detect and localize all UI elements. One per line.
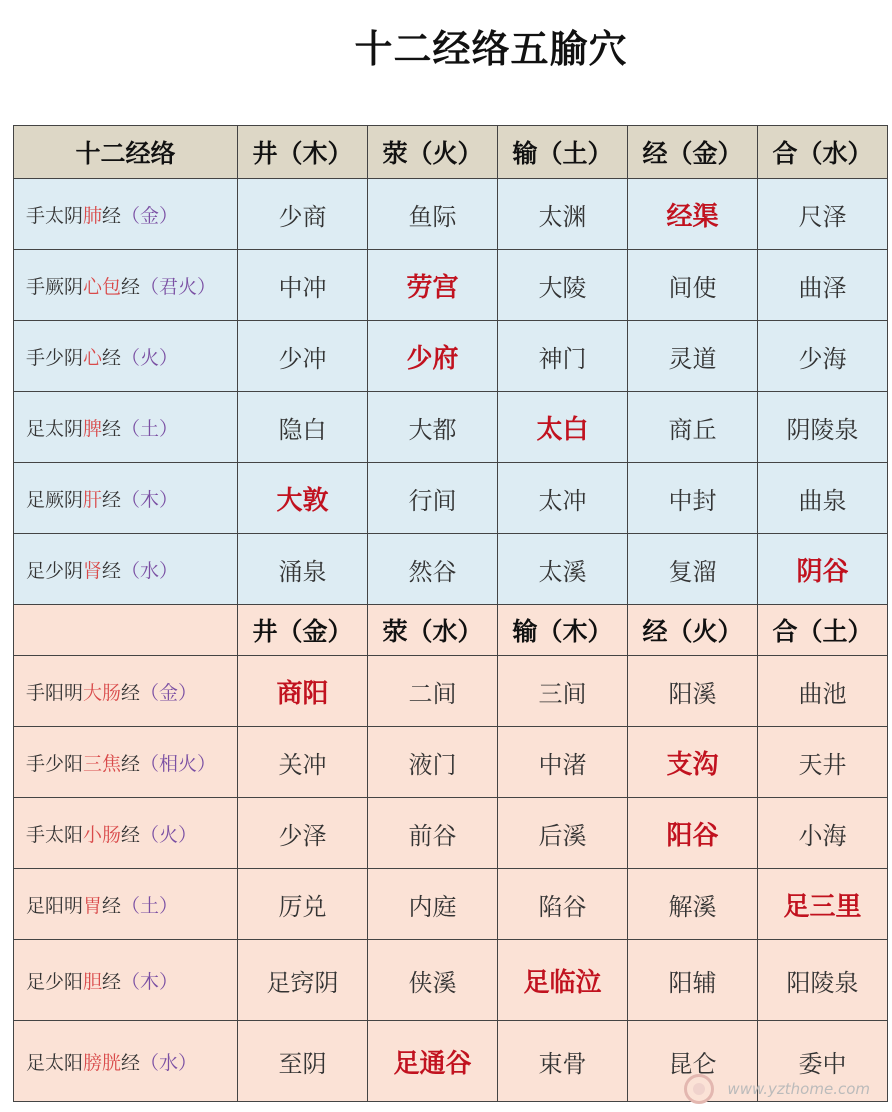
acupoint-cell: 陷谷	[498, 869, 628, 940]
acupoint-cell: 间使	[628, 250, 758, 321]
header-cell	[14, 605, 238, 656]
acupoint-cell: 阳谷	[628, 798, 758, 869]
header-cell: 十二经络	[14, 126, 238, 179]
acupoint-cell: 劳宫	[368, 250, 498, 321]
acupoint-cell: 少府	[368, 321, 498, 392]
header-cell: 合（水）	[758, 126, 888, 179]
meridian-prefix: 手少阴	[26, 346, 84, 369]
meridian-element: （君火）	[140, 275, 217, 298]
meridian-element: （土）	[121, 894, 179, 917]
acupoint-cell: 少海	[758, 321, 888, 392]
meridian-name	[14, 392, 238, 463]
acupoint-cell: 少冲	[238, 321, 368, 392]
meridian-name	[14, 727, 238, 798]
acupoint-cell: 中渚	[498, 727, 628, 798]
header-cell: 输（木）	[498, 605, 628, 656]
header-cell: 荥（水）	[368, 605, 498, 656]
meridian-name	[14, 534, 238, 605]
meridian-prefix: 手厥阴	[26, 275, 84, 298]
meridian-organ: 心包	[83, 275, 122, 298]
meridian-organ: 膀胱	[83, 1051, 122, 1074]
acupoint-cell: 支沟	[628, 727, 758, 798]
table-row	[14, 321, 888, 392]
acupoint-cell: 大敦	[238, 463, 368, 534]
acupoint-cell: 前谷	[368, 798, 498, 869]
meridian-prefix: 手太阴	[26, 204, 84, 227]
meridian-suffix: 经	[121, 681, 141, 704]
meridian-element: （水）	[140, 1051, 198, 1074]
meridian-organ: 胆	[83, 970, 103, 993]
meridian-suffix: 经	[121, 1051, 141, 1074]
meridian-prefix: 手阳明	[26, 681, 84, 704]
meridian-suffix: 经	[102, 417, 122, 440]
meridian-element: （木）	[121, 970, 179, 993]
acupoint-cell: 中冲	[238, 250, 368, 321]
meridian-prefix: 足阳明	[26, 894, 84, 917]
acupoint-cell: 解溪	[628, 869, 758, 940]
acupoint-cell: 大都	[368, 392, 498, 463]
acupoint-cell: 商阳	[238, 656, 368, 727]
watermark-logo-icon	[684, 1074, 714, 1104]
acupoint-cell: 太溪	[498, 534, 628, 605]
table-row	[14, 463, 888, 534]
meridian-suffix: 经	[102, 204, 122, 227]
acupoint-cell: 侠溪	[368, 940, 498, 1021]
meridian-organ: 小肠	[83, 823, 122, 846]
acupoint-cell: 足三里	[758, 869, 888, 940]
meridian-prefix: 足厥阴	[26, 488, 84, 511]
meridian-suffix: 经	[102, 894, 122, 917]
meridian-name	[14, 321, 238, 392]
acupoint-cell: 足临泣	[498, 940, 628, 1021]
meridian-element: （土）	[121, 417, 179, 440]
acupoint-cell: 商丘	[628, 392, 758, 463]
acupoint-cell: 小海	[758, 798, 888, 869]
table-row	[14, 869, 888, 940]
acupoint-cell: 阴陵泉	[758, 392, 888, 463]
acupoint-cell: 足通谷	[368, 1021, 498, 1102]
acupoint-cell: 至阴	[238, 1021, 368, 1102]
acupoint-cell: 阴谷	[758, 534, 888, 605]
watermark: www.yzthome.com	[727, 1080, 870, 1098]
acupoint-cell: 少商	[238, 179, 368, 250]
acupoint-cell: 委中	[758, 1021, 888, 1102]
meridian-element: （金）	[121, 204, 179, 227]
acupoint-cell: 神门	[498, 321, 628, 392]
meridian-organ: 胃	[83, 894, 103, 917]
acupoint-cell: 尺泽	[758, 179, 888, 250]
meridian-prefix: 足太阳	[26, 1051, 84, 1074]
acupoint-cell: 曲池	[758, 656, 888, 727]
meridian-prefix: 手少阳	[26, 752, 84, 775]
meridian-name	[14, 869, 238, 940]
meridian-name	[14, 250, 238, 321]
acupoint-cell: 关冲	[238, 727, 368, 798]
header-cell: 井（木）	[238, 126, 368, 179]
meridian-element: （金）	[140, 681, 198, 704]
acupoint-cell: 阳辅	[628, 940, 758, 1021]
acupoint-cell: 然谷	[368, 534, 498, 605]
meridian-suffix: 经	[102, 559, 122, 582]
acupoint-cell: 二间	[368, 656, 498, 727]
page-title: 十二经络五腧穴	[354, 26, 628, 71]
acupoint-cell: 内庭	[368, 869, 498, 940]
meridian-suffix: 经	[121, 275, 141, 298]
meridian-name	[14, 1021, 238, 1102]
acupoint-cell: 曲泉	[758, 463, 888, 534]
acupoint-cell: 三间	[498, 656, 628, 727]
meridian-suffix: 经	[102, 970, 122, 993]
acupoint-cell: 液门	[368, 727, 498, 798]
acupoint-cell: 复溜	[628, 534, 758, 605]
meridian-suffix: 经	[102, 488, 122, 511]
acupoint-cell: 鱼际	[368, 179, 498, 250]
acupoint-cell: 太冲	[498, 463, 628, 534]
meridian-prefix: 足少阳	[26, 970, 84, 993]
acupoint-table	[13, 125, 888, 1102]
table-row	[14, 534, 888, 605]
acupoint-cell: 阳陵泉	[758, 940, 888, 1021]
acupoint-cell: 少泽	[238, 798, 368, 869]
meridian-element: （水）	[121, 559, 179, 582]
meridian-suffix: 经	[121, 823, 141, 846]
meridian-element: （火）	[121, 346, 179, 369]
acupoint-cell: 后溪	[498, 798, 628, 869]
table-row	[14, 179, 888, 250]
header-cell: 井（金）	[238, 605, 368, 656]
acupoint-cell: 天井	[758, 727, 888, 798]
table-row	[14, 250, 888, 321]
meridian-organ: 肾	[83, 559, 103, 582]
meridian-prefix: 足少阴	[26, 559, 84, 582]
meridian-organ: 三焦	[83, 752, 122, 775]
acupoint-cell: 行间	[368, 463, 498, 534]
meridian-element: （火）	[140, 823, 198, 846]
table-row	[14, 727, 888, 798]
acupoint-cell: 大陵	[498, 250, 628, 321]
meridian-name	[14, 463, 238, 534]
header-cell: 合（土）	[758, 605, 888, 656]
header-row-yin	[14, 126, 888, 179]
acupoint-cell: 隐白	[238, 392, 368, 463]
meridian-organ: 肝	[83, 488, 103, 511]
meridian-organ: 脾	[83, 417, 103, 440]
acupoint-cell: 足窍阴	[238, 940, 368, 1021]
meridian-name	[14, 179, 238, 250]
meridian-name	[14, 798, 238, 869]
acupoint-cell: 厉兑	[238, 869, 368, 940]
header-row-yang	[14, 605, 888, 656]
table-row	[14, 392, 888, 463]
header-cell: 输（土）	[498, 126, 628, 179]
acupoint-cell: 曲泽	[758, 250, 888, 321]
acupoint-cell: 太白	[498, 392, 628, 463]
meridian-name	[14, 656, 238, 727]
meridian-suffix: 经	[121, 752, 141, 775]
acupoint-cell: 束骨	[498, 1021, 628, 1102]
header-cell: 经（金）	[628, 126, 758, 179]
acupoint-cell: 经渠	[628, 179, 758, 250]
acupoint-cell: 阳溪	[628, 656, 758, 727]
table-row	[14, 940, 888, 1021]
meridian-suffix: 经	[102, 346, 122, 369]
table-row	[14, 798, 888, 869]
acupoint-cell: 灵道	[628, 321, 758, 392]
table-row	[14, 656, 888, 727]
acupoint-cell: 涌泉	[238, 534, 368, 605]
meridian-organ: 大肠	[83, 681, 122, 704]
meridian-prefix: 足太阴	[26, 417, 84, 440]
meridian-element: （相火）	[140, 752, 217, 775]
meridian-element: （木）	[121, 488, 179, 511]
meridian-prefix: 手太阳	[26, 823, 84, 846]
header-cell: 经（火）	[628, 605, 758, 656]
acupoint-cell: 中封	[628, 463, 758, 534]
meridian-name	[14, 940, 238, 1021]
meridian-organ: 心	[83, 346, 103, 369]
acupoint-cell: 太渊	[498, 179, 628, 250]
meridian-organ: 肺	[83, 204, 103, 227]
acupoint-cell: 昆仑	[628, 1021, 758, 1102]
header-cell: 荥（火）	[368, 126, 498, 179]
